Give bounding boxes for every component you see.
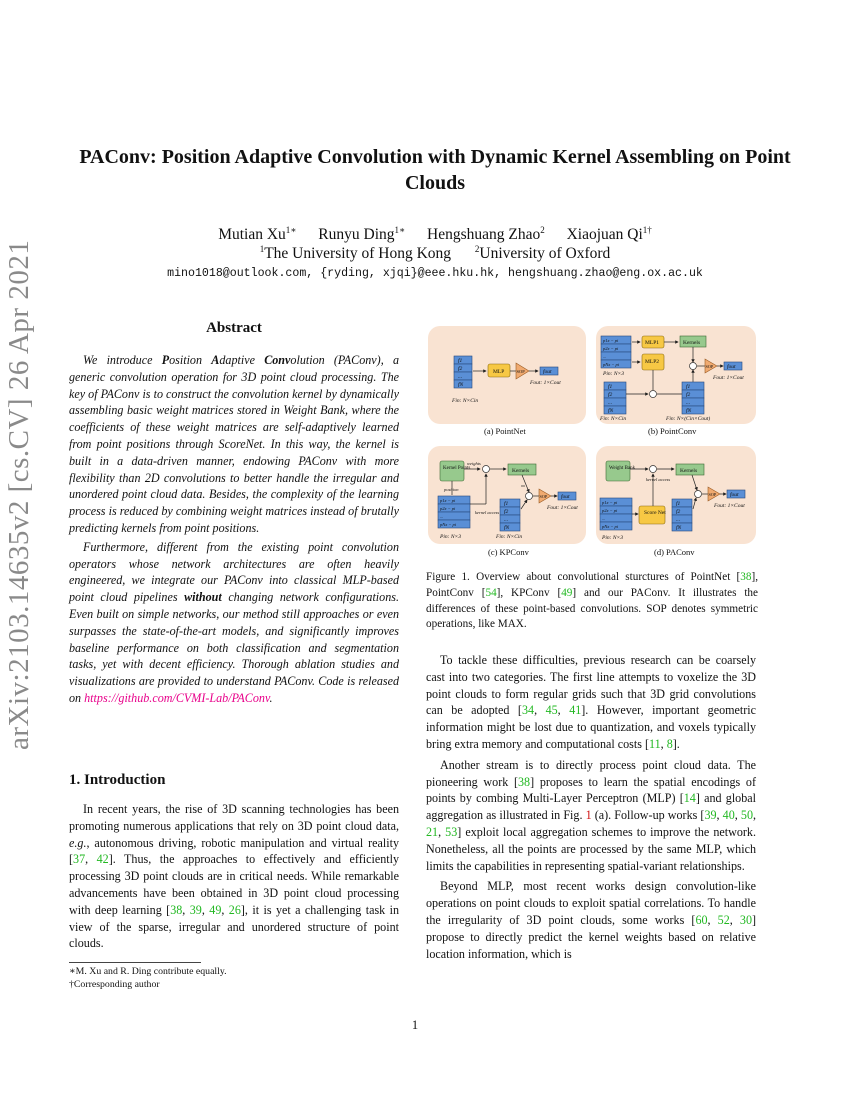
figure-1 [426, 324, 758, 564]
text-run: , [707, 912, 718, 927]
vector-label: f2 [458, 366, 463, 372]
dim-label: Fin: N×Cin [496, 534, 523, 540]
vector-label: ... [608, 400, 613, 406]
multiply-node [526, 493, 533, 500]
multiply-node [695, 491, 702, 498]
text-run: , [734, 808, 741, 823]
footnote: ∗M. Xu and R. Ding contribute equally. [69, 966, 227, 977]
text-run: ]. However, important geometric information might be lost due to quantization, and voxels typically bring extra memory and computational costs [ [426, 703, 757, 751]
citation-link[interactable]: 45 [545, 703, 558, 718]
subfigure-caption: (a) PointNet [484, 426, 526, 436]
text-run: changing network configurations. Even built on simple networks, our method still approaches or even surpasses the state-of-the-art models, and significantly improves baseline performance on both classification and segmentation tasks, yet with decent efficiency. Thorough ablation studies and visualizations are provided to understand PAConv. Code is released on [69, 590, 399, 705]
figure-link[interactable]: 1 [585, 808, 592, 823]
intro-body [69, 801, 399, 952]
right-column-body [426, 652, 756, 962]
citation-link[interactable]: 39 [189, 902, 202, 917]
citation-link[interactable]: 38 [740, 571, 752, 583]
text-run: ]. Thus, the approaches to effectively and efficiently processing 3D point clouds are in critical needs. While remarkable advancements have been obtained in 3D point cloud processing with deep learning [ [69, 852, 400, 917]
vector-label: fout [561, 494, 570, 500]
text-run: ], PointConv [ [426, 571, 758, 599]
vector-label: ... [603, 354, 607, 359]
vector-cell [672, 507, 692, 515]
text-run: Beyond MLP, most recent works design convolution-like operations on point clouds to exploit spatial correlations. To handle the irregularity of 3D point clouds, some works [ [426, 879, 756, 927]
block-label: MLP [493, 369, 505, 375]
feature-vector [500, 499, 520, 531]
vector-label: fN [676, 525, 682, 531]
abstract-heading: Abstract [206, 320, 262, 336]
vector-label: f1 [458, 358, 463, 364]
text-run: osition [169, 353, 212, 367]
affiliation-name: University of Oxford [479, 245, 611, 262]
panel-pointnet [428, 326, 586, 424]
multiply-node [690, 363, 697, 370]
vector-label: f2 [686, 392, 691, 398]
annotation: weights [467, 461, 481, 466]
citation-link[interactable]: 40 [722, 808, 735, 823]
vector-label: pNx − pi [440, 522, 457, 527]
text-run: ]. [672, 736, 680, 751]
citation-link[interactable]: 39 [704, 808, 717, 823]
multiply-node [483, 466, 490, 473]
dim-label: Pin: N×3 [602, 535, 623, 541]
vector-label: ... [676, 517, 681, 523]
block-label: SOP [705, 364, 714, 369]
author-mark: 1∗ [285, 224, 297, 235]
paper-title: PAConv: Position Adaptive Convolution with Dynamic Kernel Assembling on Point Clouds [79, 146, 791, 194]
emphasis: e.g. [69, 835, 87, 850]
author-mark: 2 [540, 224, 545, 235]
citation-link[interactable]: 52 [717, 912, 730, 927]
citation-link[interactable]: 41 [569, 703, 582, 718]
text-run: , [557, 703, 570, 718]
vector-cell [672, 523, 692, 531]
footnote: †Corresponding author [69, 979, 160, 990]
citation-link[interactable]: 54 [485, 586, 497, 599]
text-run: , [729, 912, 740, 927]
body-paragraph [426, 757, 756, 875]
text-run: ] and our PAConv. It illustrates the differences of these point-based convolutions. SOP denotes symmetric operations, like MAX. [426, 586, 758, 631]
text-run: , [182, 902, 190, 917]
vector-cell [672, 499, 692, 507]
abstract-body [69, 352, 399, 707]
block-label: Weight Bank [609, 466, 636, 471]
text-run: , [85, 852, 97, 867]
citation-link[interactable]: 38 [518, 774, 531, 789]
footnotes [69, 965, 399, 991]
vector-label: f1 [676, 501, 681, 507]
citation-link[interactable]: 49 [209, 902, 222, 917]
citation-link[interactable]: 21 [426, 824, 439, 839]
vector-label: fN [458, 382, 464, 388]
text-run: ], it is yet a challenging task in view of the sparse, irregular and unordered structure of point clouds. [69, 902, 400, 951]
affiliation-name: The University of Hong Kong [264, 245, 452, 262]
vector-label: ... [602, 516, 606, 521]
citation-link[interactable]: 49 [561, 586, 573, 599]
citation-link[interactable]: 53 [445, 824, 458, 839]
vector-label: p1x − pi [602, 500, 618, 505]
vector-label: fout [727, 364, 736, 370]
section-heading: 1. Introduction [69, 772, 166, 788]
vector-label: p2x − pi [602, 508, 618, 513]
footnote-divider [69, 962, 201, 963]
citation-link[interactable]: 11 [649, 736, 661, 751]
body-paragraph [426, 652, 756, 753]
block-label: Score Net [644, 510, 666, 516]
text-run: , [716, 808, 723, 823]
citation-link[interactable]: 34 [521, 703, 535, 718]
annotation: kernel access [646, 477, 671, 482]
dim-label: Pin: N×3 [440, 534, 461, 540]
kernel-points-block [440, 461, 464, 481]
vector-cell [454, 372, 472, 380]
feature-vector [604, 382, 626, 414]
citation-link[interactable]: 26 [228, 902, 241, 917]
body-paragraph [69, 801, 399, 952]
text-run: , [660, 736, 667, 751]
panel-paconv [596, 446, 756, 544]
dim-label: Fout: 1×Cout [530, 380, 561, 386]
block-label: SOP [516, 369, 525, 374]
text-run: , [534, 703, 546, 718]
vector-label: fN [608, 408, 614, 414]
page-number: 1 [411, 1018, 419, 1032]
vector-cell [500, 523, 520, 531]
emphasis: without [184, 590, 222, 605]
dim-label: Fin: N×Cin [452, 398, 479, 404]
author-name: Xiaojuan Qi [566, 226, 643, 243]
vector-label: fout [543, 369, 552, 375]
text-run: , autonomous driving, robotic manipulation and virtual reality [ [69, 835, 399, 867]
block-label: MLP2 [645, 359, 660, 365]
feature-vector [454, 356, 472, 388]
vector-label: f2 [608, 392, 613, 398]
author-mark: 1† [642, 224, 652, 235]
dim-label: Fin: N×Cin [600, 416, 627, 422]
text-run: In recent years, the rise of 3D scanning technologies has been promoting numerous applications that rely on 3D point cloud data, [69, 802, 399, 833]
emphasis: P [161, 353, 170, 367]
affiliation-mark: 1 [259, 243, 265, 254]
dim-label: Pin: N×3 [603, 371, 624, 377]
subfigure-caption: (b) PointConv [648, 426, 697, 436]
citation-link[interactable]: 8 [666, 736, 673, 751]
position-vector [600, 498, 632, 530]
author [218, 226, 296, 243]
text-run: , [221, 902, 229, 917]
vector-label: f1 [608, 384, 613, 390]
vector-label: ... [458, 374, 463, 380]
author [318, 226, 405, 243]
vector-label: ... [504, 517, 509, 523]
dim-label: Fout: 1×Cout [714, 503, 745, 509]
text-run: . [269, 690, 273, 705]
text-run: We introduce [83, 353, 162, 367]
citation-link[interactable]: 30 [739, 912, 752, 927]
dim-label: Fout: 1×Cout [547, 505, 578, 511]
multiply-node [650, 466, 657, 473]
citation-link[interactable]: 42 [96, 852, 109, 867]
block-label: Kernels [683, 340, 701, 346]
text-run: ], KPConv [ [496, 586, 562, 599]
vector-cell [500, 515, 520, 523]
position-vector [601, 336, 631, 368]
vector-label: pNx − pi [602, 524, 619, 529]
abstract-paragraph [69, 539, 399, 707]
author-name: Mutian Xu [218, 226, 286, 243]
text-run: daptive [219, 353, 265, 367]
citation-link[interactable]: 37 [73, 852, 86, 867]
text-run: Another stream is to directly process point cloud data. The pioneering work [ [426, 757, 756, 789]
author [567, 226, 652, 243]
vector-label: p1x − pi [603, 338, 619, 343]
vector-label: f2 [504, 509, 509, 515]
body-paragraph [426, 878, 756, 962]
vector-label: ... [440, 514, 444, 519]
author [427, 226, 545, 243]
text-run: , [752, 808, 757, 823]
block-label: MLP1 [645, 340, 660, 346]
vector-label: fN [504, 525, 510, 531]
weight-bank-block [606, 461, 630, 481]
dim-label: Fin: N×(Cin×Cout) [666, 416, 711, 422]
text-run: , [201, 902, 210, 917]
text-run: olution (PAConv), a generic convolution operation for 3D point cloud processing. The key of PAConv is to construct the convolution kernel by dynamically assembling basic weight matrices stored in Weight Bank, where the coefficients of these weight matrices are self-adaptively learned from point positions through ScoreNet. In this way, the kernel is built in a data-driven manner, endowing PAConv with more flexibility than 2D convolutions to better handle the irregular and unordered point cloud data. Besides, the complexity of the learning process is reduced by combining weight matrices instead of brutally predicting kernels from point positions. [69, 353, 400, 535]
block-label: Kernels [512, 468, 530, 474]
vector-label: p1x − pi [440, 498, 456, 503]
text-run: ] propose to directly predict the kernel weights based on relative location information, which is [426, 912, 757, 961]
vector-label: f1 [504, 501, 509, 507]
vector-cell [500, 499, 520, 507]
text-run: To tackle these difficulties, previous research can be coarsely cast into two categories. The first line attempts to voxelize the 3D point clouds to form regular grids such that 3D grid convolutions can be adopted [ [426, 653, 756, 718]
multiply-node [650, 391, 657, 398]
abstract-paragraph [69, 352, 399, 537]
author-name: Runyu Ding [318, 226, 395, 243]
annotation: position [444, 487, 459, 492]
author-name: Hengshuang Zhao [427, 226, 541, 243]
vector-label: ... [686, 400, 691, 406]
vector-label: p2x − pi [440, 506, 456, 511]
annotation: kernel access [475, 510, 500, 515]
vector-label: f2 [676, 509, 681, 515]
text-run: ] proposes to learn the spatial encodings of points by combing Multi-Layer Perceptron (MLP) [ [426, 774, 757, 806]
citation-link[interactable]: 50 [740, 808, 753, 823]
panel-pointconv [596, 326, 756, 424]
text-run: ] exploit local aggregation schemes to improve the network. Nonetheless, all the points are processed by the same MLP, which limits the capabilities in representing spatial-variant relationships. [426, 824, 756, 873]
vector-label: fout [730, 492, 739, 498]
subfigure-caption: (c) KPConv [488, 547, 529, 557]
author-mark: 1∗ [394, 224, 406, 235]
feature-vector [672, 499, 692, 531]
author-list [70, 225, 800, 245]
vector-cell [500, 507, 520, 515]
text-run: (a). Follow-up works [ [591, 808, 705, 823]
citation-link[interactable]: 14 [683, 791, 696, 806]
block-label: SOP [539, 494, 548, 499]
figure-caption [426, 570, 758, 633]
vector-cell [454, 364, 472, 372]
panel-kpconv [428, 446, 586, 544]
arxiv-side-stamp [0, 0, 60, 1100]
affiliation-mark: 2 [474, 243, 480, 254]
citation-link[interactable]: 60 [695, 912, 708, 927]
block-label: Kernels [680, 468, 698, 474]
block-label: SOP [708, 492, 717, 497]
vector-label: pNx − pi [603, 362, 620, 367]
emphasis: Conv [264, 353, 291, 367]
block-label: Kernel Points [443, 466, 471, 471]
arxiv-identifier: arXiv:2103.14635v2 [cs.CV] 26 Apr 2021 [3, 239, 35, 750]
affiliation [260, 245, 451, 262]
vector-label: p2x − pi [603, 346, 619, 351]
position-vector [438, 496, 470, 528]
dim-label: Fout: 1×Cout [713, 375, 744, 381]
vector-label: f1 [686, 384, 691, 390]
text-run: , [438, 824, 446, 839]
code-link[interactable]: https://github.com/CVMI-Lab/PAConv [84, 690, 270, 705]
author-emails: mino1018@outlook.com, {ryding, xjqi}@eee.hku.hk, hengshuang.zhao@eng.ox.ac.uk [167, 267, 703, 280]
vector-cell [454, 356, 472, 364]
affiliation-list [70, 244, 800, 264]
text-run: Figure 1. Overview about convolutional sturctures of PointNet [ [426, 571, 741, 583]
affiliation [475, 245, 610, 262]
text-run: Furthermore, different from the existing point convolution operators whose network architectures are often heavily engineered, we integrate our PAConv into classical MLP-based point cloud pipelines [69, 539, 399, 605]
emphasis: A [211, 353, 220, 367]
vector-cell [672, 515, 692, 523]
text-run: ] and global aggregation as illustrated in Fig. [426, 791, 757, 823]
vector-label: fN [686, 408, 692, 414]
subfigure-caption: (d) PAConv [654, 547, 695, 557]
citation-link[interactable]: 38 [170, 902, 183, 917]
